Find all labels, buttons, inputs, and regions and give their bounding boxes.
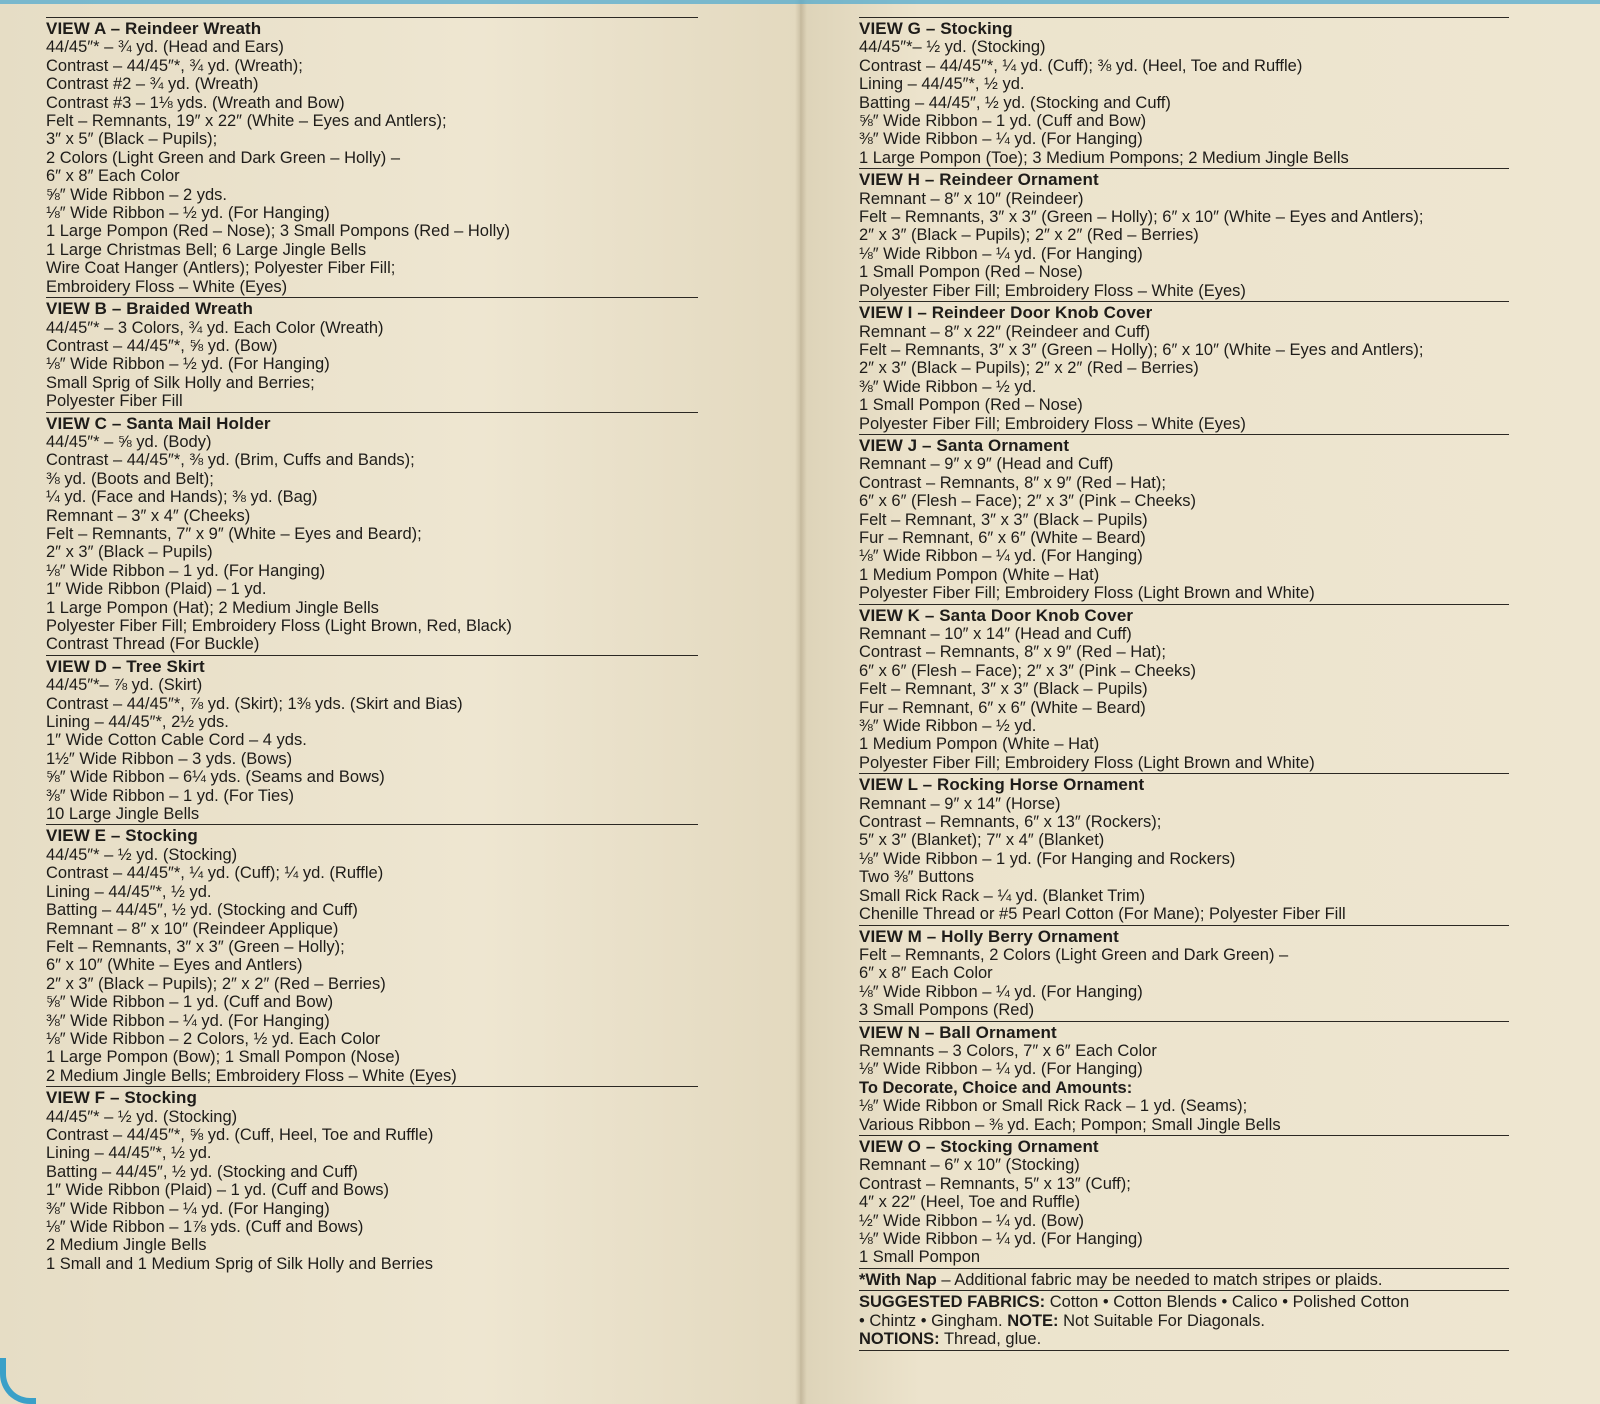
requirement-line: ⅛″ Wide Ribbon – ¼ yd. (For Hanging) <box>859 1230 1143 1248</box>
requirement-line: 44/45″*– ½ yd. (Stocking) <box>859 38 1046 57</box>
requirement-line: 2″ x 3″ (Black – Pupils) <box>46 543 213 562</box>
section-view-n <box>859 1021 1509 1134</box>
notions-label: NOTIONS: <box>859 1330 940 1349</box>
section-view-m <box>859 925 1509 1020</box>
requirement-line: 44/45″* – 3 Colors, ¾ yd. Each Color (Wreath) <box>46 318 384 337</box>
requirement-line: To Decorate, Choice and Amounts: <box>859 1078 1133 1097</box>
requirement-line: 2 Medium Jingle Bells <box>46 1236 207 1255</box>
requirement-line: 44/45″*– ⅞ yd. (Skirt) <box>46 676 203 695</box>
requirement-line: Remnant – 9″ x 14″ (Horse) <box>859 794 1061 813</box>
section-title: VIEW M – Holly Berry Ornament <box>859 926 1119 946</box>
suggested-fabrics <box>859 1290 1509 1348</box>
requirement-line: Remnant – 8″ x 10″ (Reindeer Applique) <box>46 919 339 938</box>
requirement-line: 3 Small Pompons (Red) <box>859 1001 1035 1020</box>
section-title: VIEW I – Reindeer Door Knob Cover <box>859 303 1153 323</box>
requirement-line: 10 Large Jingle Bells <box>46 805 200 824</box>
section-title: VIEW A – Reindeer Wreath <box>46 19 262 38</box>
requirement-line: 6″ x 8″ Each Color <box>46 167 180 186</box>
requirement-line: ⅝″ Wide Ribbon – 1 yd. (Cuff and Bow) <box>859 112 1147 131</box>
requirement-line: Contrast – 44/45″*, ¾ yd. (Wreath); <box>46 56 303 75</box>
section-view-l <box>859 773 1509 923</box>
section-view-f <box>46 1086 698 1273</box>
requirement-line: Contrast – Remnants, 8″ x 9″ (Red – Hat); <box>859 473 1166 492</box>
requirement-line: ¼ yd. (Face and Hands); ⅜ yd. (Bag) <box>46 488 318 507</box>
requirement-line: Small Rick Rack – ¼ yd. (Blanket Trim) <box>859 886 1146 905</box>
requirement-line: 2″ x 3″ (Black – Pupils); 2″ x 2″ (Red – Berries) <box>859 226 1199 245</box>
requirement-line: Various Ribbon – ⅜ yd. Each; Pompon; Small Jingle Bells <box>859 1115 1281 1134</box>
top-edge <box>0 0 1600 4</box>
notions-text: Thread, glue. <box>939 1330 1042 1349</box>
requirement-line: ⅜ yd. (Boots and Belt); <box>46 469 214 488</box>
section-view-d <box>46 655 698 824</box>
requirement-line: 44/45″* – ½ yd. (Stocking) <box>46 845 238 864</box>
note-text: Not Suitable For Diagonals. <box>1058 1311 1265 1330</box>
requirement-line: 1 Large Pompon (Bow); 1 Small Pompon (Nose) <box>46 1048 400 1067</box>
requirement-line: Polyester Fiber Fill <box>46 392 183 411</box>
requirement-line: Polyester Fiber Fill; Embroidery Floss (Light Brown, Red, Black) <box>46 617 512 635</box>
requirement-line: Contrast – Remnants, 6″ x 13″ (Rockers); <box>859 813 1162 832</box>
requirement-line: ⅜″ Wide Ribbon – ½ yd. <box>859 717 1037 736</box>
requirement-line: 2 Medium Jingle Bells; Embroidery Floss – White (Eyes) <box>46 1066 457 1085</box>
requirement-line: 2 Colors (Light Green and Dark Green – Holly) – <box>46 148 400 167</box>
requirement-line: Contrast Thread (For Buckle) <box>46 635 260 654</box>
section-view-b <box>46 297 698 410</box>
section-title: VIEW F – Stocking <box>46 1088 197 1108</box>
section-view-j <box>859 434 1509 603</box>
section-title: VIEW O – Stocking Ornament <box>859 1136 1099 1156</box>
requirement-line: Lining – 44/45″*, ½ yd. <box>859 75 1025 94</box>
requirement-line: ⅝″ Wide Ribbon – 6¼ yds. (Seams and Bows) <box>46 768 385 787</box>
requirement-line: 1 Large Pompon (Toe); 3 Medium Pompons; 2 Medium Jingle Bells <box>859 148 1349 167</box>
requirement-line: Fur – Remnant, 6″ x 6″ (White – Beard) <box>859 698 1146 717</box>
left-column <box>46 16 698 1273</box>
requirement-line: Felt – Remnants, 3″ x 3″ (Green – Holly); <box>46 937 345 956</box>
requirement-line: Felt – Remnants, 2 Colors (Light Green and Dark Green) – <box>859 945 1289 964</box>
requirement-line: 44/45″* – ¾ yd. (Head and Ears) <box>46 38 284 57</box>
requirement-line: 1 Small Pompon (Red – Nose) <box>859 263 1083 282</box>
requirement-line: ⅜″ Wide Ribbon – 1 yd. (For Ties) <box>46 786 294 805</box>
requirement-line: Fur – Remnant, 6″ x 6″ (White – Beard) <box>859 528 1146 547</box>
nap-note <box>859 1268 1509 1289</box>
requirement-line: Lining – 44/45″*, ½ yd. <box>46 882 212 901</box>
end-rule <box>859 1350 1509 1351</box>
section-view-a <box>46 17 698 296</box>
requirement-line: Polyester Fiber Fill; Embroidery Floss (Light Brown and White) <box>859 753 1315 772</box>
requirement-line: ⅜″ Wide Ribbon – ¼ yd. (For Hanging) <box>46 1199 330 1218</box>
requirement-line: Contrast #3 – 1⅛ yds. (Wreath and Bow) <box>46 93 345 112</box>
requirement-line: ⅜″ Wide Ribbon – ¼ yd. (For Hanging) <box>46 1011 330 1030</box>
section-view-c <box>46 412 698 654</box>
section-title: VIEW B – Braided Wreath <box>46 299 253 319</box>
requirement-line: 1 Small Pompon <box>859 1248 981 1267</box>
requirement-line: 1 Large Christmas Bell; 6 Large Jingle Bells <box>46 240 367 259</box>
section-title: VIEW J – Santa Ornament <box>859 435 1070 455</box>
nap-label: *With Nap <box>859 1270 937 1289</box>
requirement-line: Contrast – 44/45″*, ⅝ yd. (Bow) <box>46 336 278 355</box>
requirement-line: ⅝″ Wide Ribbon – 2 yds. <box>46 185 228 204</box>
requirement-line: Batting – 44/45″, ½ yd. (Stocking and Cuff) <box>46 1162 358 1181</box>
requirement-line: 2″ x 3″ (Black – Pupils); 2″ x 2″ (Red – Berries) <box>46 974 386 993</box>
requirement-line: ⅛″ Wide Ribbon – 1⅞ yds. (Cuff and Bows) <box>46 1218 364 1236</box>
fabrics-text-2: • Chintz • Gingham. <box>859 1311 1008 1330</box>
requirement-line: Felt – Remnant, 3″ x 3″ (Black – Pupils) <box>859 680 1148 699</box>
requirement-line: 1″ Wide Ribbon (Plaid) – 1 yd. <box>46 580 267 599</box>
requirement-line: 5″ x 3″ (Blanket); 7″ x 4″ (Blanket) <box>859 831 1105 850</box>
requirement-line: Felt – Remnants, 7″ x 9″ (White – Eyes and Beard); <box>46 524 422 543</box>
requirement-line: Two ⅜″ Buttons <box>859 868 974 887</box>
requirement-line: ½″ Wide Ribbon – ¼ yd. (Bow) <box>859 1211 1085 1230</box>
section-title: VIEW H – Reindeer Ornament <box>859 170 1099 190</box>
requirement-line: Batting – 44/45″, ½ yd. (Stocking and Cuff) <box>46 901 358 920</box>
requirement-line: 1 Medium Pompon (White – Hat) <box>859 565 1100 584</box>
section-title: VIEW K – Santa Door Knob Cover <box>859 605 1134 625</box>
requirement-line: ⅛″ Wide Ribbon – 2 Colors, ½ yd. Each Color <box>46 1029 381 1048</box>
requirement-line: 6″ x 6″ (Flesh – Face); 2″ x 3″ (Pink – Cheeks) <box>859 492 1196 511</box>
requirement-line: ⅛″ Wide Ribbon – ½ yd. (For Hanging) <box>46 204 330 223</box>
nap-text: – Additional fabric may be needed to match stripes or plaids. <box>936 1270 1383 1289</box>
requirement-line: 1″ Wide Cotton Cable Cord – 4 yds. <box>46 731 307 750</box>
section-title: VIEW E – Stocking <box>46 826 198 846</box>
requirement-line: 44/45″* – ½ yd. (Stocking) <box>46 1107 238 1126</box>
requirement-line: 1″ Wide Ribbon (Plaid) – 1 yd. (Cuff and Bows) <box>46 1181 390 1200</box>
requirement-line: Lining – 44/45″*, ½ yd. <box>46 1144 212 1163</box>
requirement-line: 44/45″* – ⅝ yd. (Body) <box>46 432 212 451</box>
requirement-line: Remnant – 9″ x 9″ (Head and Cuff) <box>859 455 1114 474</box>
requirement-line: Batting – 44/45″, ½ yd. (Stocking and Cuff) <box>859 93 1171 112</box>
requirement-line: 6″ x 6″ (Flesh – Face); 2″ x 3″ (Pink – Cheeks) <box>859 661 1196 680</box>
section-title: VIEW L – Rocking Horse Ornament <box>859 775 1145 795</box>
requirement-line: Contrast #2 – ¾ yd. (Wreath) <box>46 75 259 94</box>
requirement-line: Embroidery Floss – White (Eyes) <box>46 277 288 296</box>
page-fold <box>795 0 807 1404</box>
requirement-line: 6″ x 8″ Each Color <box>859 964 993 983</box>
requirement-line: Contrast – 44/45″*, ⅜ yd. (Brim, Cuffs and Bands); <box>46 451 415 470</box>
requirement-line: ⅛″ Wide Ribbon – ¼ yd. (For Hanging) <box>859 547 1143 566</box>
section-view-h <box>859 168 1509 300</box>
requirement-line: 4″ x 22″ (Heel, Toe and Ruffle) <box>859 1193 1081 1212</box>
requirement-line: 1 Large Pompon (Red – Nose); 3 Small Pompons (Red – Holly) <box>46 222 511 241</box>
requirement-line: 2″ x 3″ (Black – Pupils); 2″ x 2″ (Red – Berries) <box>859 359 1199 378</box>
section-title: VIEW C – Santa Mail Holder <box>46 413 271 433</box>
requirement-line: Lining – 44/45″*, 2½ yds. <box>46 713 229 732</box>
requirement-line: ⅜″ Wide Ribbon – ¼ yd. (For Hanging) <box>859 130 1143 149</box>
requirement-line: ⅛″ Wide Ribbon – ¼ yd. (For Hanging) <box>859 1060 1143 1079</box>
requirement-line: ⅛″ Wide Ribbon – ¼ yd. (For Hanging) <box>859 982 1143 1001</box>
requirement-line: Polyester Fiber Fill; Embroidery Floss (Light Brown and White) <box>859 584 1315 603</box>
requirement-line: ⅛″ Wide Ribbon – ¼ yd. (For Hanging) <box>859 244 1143 263</box>
requirement-line: Remnant – 10″ x 14″ (Head and Cuff) <box>859 625 1132 643</box>
section-view-e <box>46 824 698 1085</box>
section-title: VIEW N – Ball Ornament <box>859 1022 1057 1042</box>
requirement-line: 6″ x 10″ (White – Eyes and Antlers) <box>46 956 303 975</box>
fabrics-text: Cotton • Cotton Blends • Calico • Polished Cotton <box>1045 1293 1410 1312</box>
requirement-line: Remnant – 6″ x 10″ (Stocking) <box>859 1156 1080 1175</box>
section-title: VIEW D – Tree Skirt <box>46 656 205 676</box>
fabrics-label: SUGGESTED FABRICS: <box>859 1293 1046 1312</box>
requirement-line: Remnants – 3 Colors, 7″ x 6″ Each Color <box>859 1041 1157 1060</box>
requirement-line: Small Sprig of Silk Holly and Berries; <box>46 373 315 392</box>
requirement-line: Polyester Fiber Fill; Embroidery Floss – White (Eyes) <box>859 414 1246 433</box>
section-view-g <box>859 17 1509 167</box>
requirement-line: ⅛″ Wide Ribbon or Small Rick Rack – 1 yd. (Seams); <box>859 1097 1248 1116</box>
requirement-line: 1½″ Wide Ribbon – 3 yds. (Bows) <box>46 749 293 768</box>
section-view-k <box>859 604 1509 773</box>
requirement-line: 1 Small and 1 Medium Sprig of Silk Holly and Berries <box>46 1254 434 1273</box>
section-view-i <box>859 301 1509 433</box>
section-view-o <box>859 1135 1509 1267</box>
requirement-line: Contrast – 44/45″*, ¼ yd. (Cuff); ⅜ yd. (Heel, Toe and Ruffle) <box>859 56 1303 75</box>
requirement-line: Felt – Remnants, 19″ x 22″ (White – Eyes and Antlers); <box>46 112 447 131</box>
note-label: NOTE: <box>1007 1311 1059 1330</box>
requirement-line: Felt – Remnants, 3″ x 3″ (Green – Holly); 6″ x 10″ (White – Eyes and Antlers); <box>859 340 1424 359</box>
requirement-line: Remnant – 8″ x 22″ (Reindeer and Cuff) <box>859 322 1151 341</box>
requirement-line: 3″ x 5″ (Black – Pupils); <box>46 130 218 149</box>
requirement-line: 1 Medium Pompon (White – Hat) <box>859 735 1100 754</box>
requirement-line: Contrast – 44/45″*, ⅝ yd. (Cuff, Heel, Toe and Ruffle) <box>46 1125 434 1144</box>
requirement-line: Contrast – Remnants, 8″ x 9″ (Red – Hat); <box>859 643 1166 662</box>
requirement-line: Contrast – Remnants, 5″ x 13″ (Cuff); <box>859 1174 1131 1193</box>
requirement-line: Polyester Fiber Fill; Embroidery Floss – White (Eyes) <box>859 281 1246 300</box>
requirement-line: Wire Coat Hanger (Antlers); Polyester Fiber Fill; <box>46 259 396 278</box>
requirement-line: ⅛″ Wide Ribbon – 1 yd. (For Hanging) <box>46 561 326 580</box>
requirement-line: Contrast – 44/45″*, ⅞ yd. (Skirt); 1⅜ yds. (Skirt and Bias) <box>46 694 463 713</box>
requirement-line: ⅜″ Wide Ribbon – ½ yd. <box>859 377 1037 396</box>
requirement-line: 1 Large Pompon (Hat); 2 Medium Jingle Bells <box>46 598 379 617</box>
requirement-line: ⅛″ Wide Ribbon – ½ yd. (For Hanging) <box>46 355 330 374</box>
requirement-line: ⅝″ Wide Ribbon – 1 yd. (Cuff and Bow) <box>46 993 334 1012</box>
requirement-line: Chenille Thread or #5 Pearl Cotton (For Mane); Polyester Fiber Fill <box>859 905 1346 924</box>
requirement-line: Felt – Remnants, 3″ x 3″ (Green – Holly); 6″ x 10″ (White – Eyes and Antlers); <box>859 208 1424 227</box>
requirement-line: Remnant – 3″ x 4″ (Cheeks) <box>46 506 251 525</box>
requirement-line: ⅛″ Wide Ribbon – 1 yd. (For Hanging and Rockers) <box>859 849 1236 868</box>
requirement-line: 1 Small Pompon (Red – Nose) <box>859 396 1083 415</box>
requirement-line: Remnant – 8″ x 10″ (Reindeer) <box>859 189 1084 208</box>
requirement-line: Felt – Remnant, 3″ x 3″ (Black – Pupils) <box>859 510 1148 529</box>
right-column-sections <box>859 17 1509 1267</box>
section-title: VIEW G – Stocking <box>859 19 1013 38</box>
requirement-line: Contrast – 44/45″*, ¼ yd. (Cuff); ¼ yd. (Ruffle) <box>46 864 384 883</box>
right-column <box>859 16 1509 1351</box>
